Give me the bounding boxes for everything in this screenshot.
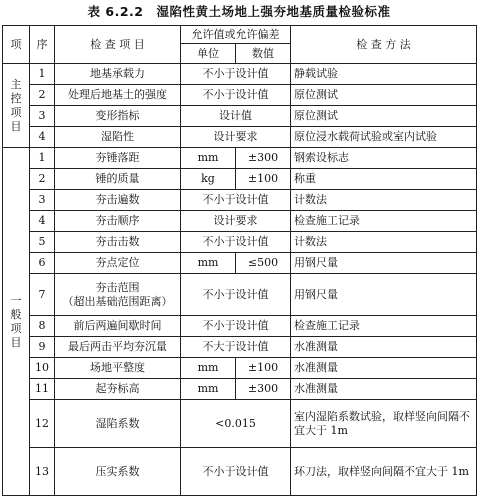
cell-seq: 4 <box>30 211 55 232</box>
cell-allowance: 不小于设计值 <box>181 448 291 496</box>
table-row <box>3 232 477 253</box>
cell-value: ±100 <box>236 169 291 190</box>
table-row <box>3 190 477 211</box>
header-unit: 单位 <box>181 44 236 64</box>
cell-check-item: 夯击遍数 <box>55 190 181 211</box>
cell-check-item: 处理后地基土的强度 <box>55 85 181 106</box>
table-row <box>3 211 477 232</box>
table-row <box>3 448 477 496</box>
group-main-control: 主 控 项 目 <box>3 64 30 148</box>
cell-seq: 2 <box>30 85 55 106</box>
cell-method: 原位测试 <box>291 85 477 106</box>
cell-method: 计数法 <box>291 190 477 211</box>
cell-unit: mm <box>181 148 236 169</box>
header-check-item: 检 查 项 目 <box>55 26 181 64</box>
header-item: 项 <box>3 26 30 64</box>
cell-method: 原位浸水载荷试验或室内试验 <box>291 127 477 148</box>
cell-method: 室内湿陷系数试验，取样竖向间隔不宜大于 1m <box>291 400 477 448</box>
table-row <box>3 274 477 316</box>
cell-check-item: 湿陷系数 <box>55 400 181 448</box>
table-row <box>3 148 477 169</box>
cell-method: 用钢尺量 <box>291 253 477 274</box>
cell-check-item: 地基承载力 <box>55 64 181 85</box>
cell-unit: mm <box>181 358 236 379</box>
cell-seq: 1 <box>30 64 55 85</box>
table-row <box>3 358 477 379</box>
cell-check-item: 夯锤落距 <box>55 148 181 169</box>
cell-method: 称重 <box>291 169 477 190</box>
cell-method: 水准测量 <box>291 337 477 358</box>
cell-seq: 3 <box>30 106 55 127</box>
table-row <box>3 169 477 190</box>
table-row <box>3 106 477 127</box>
table-row <box>3 337 477 358</box>
cell-allowance: 设计要求 <box>181 211 291 232</box>
table-row <box>3 253 477 274</box>
cell-seq: 7 <box>30 274 55 316</box>
table-row <box>3 379 477 400</box>
cell-seq: 10 <box>30 358 55 379</box>
cell-allowance: 不小于设计值 <box>181 274 291 316</box>
cell-method: 环刀法，取样竖向间隔不宜大于 1m <box>291 448 477 496</box>
cell-unit: mm <box>181 379 236 400</box>
cell-check-item: 最后两击平均夯沉量 <box>55 337 181 358</box>
cell-seq: 5 <box>30 232 55 253</box>
table-title: 表 6.2.2 湿陷性黄土场地上强夯地基质量检验标准 <box>87 4 391 19</box>
cell-value: ±100 <box>236 358 291 379</box>
cell-method: 计数法 <box>291 232 477 253</box>
cell-check-item: 湿陷性 <box>55 127 181 148</box>
cell-allowance: 不小于设计值 <box>181 85 291 106</box>
cell-method: 静载试验 <box>291 64 477 85</box>
cell-seq: 13 <box>30 448 55 496</box>
cell-method: 水准测量 <box>291 358 477 379</box>
table-row <box>3 316 477 337</box>
cell-check-item: 夯击顺序 <box>55 211 181 232</box>
cell-seq: 2 <box>30 169 55 190</box>
header-method: 检 查 方 法 <box>291 26 477 64</box>
header-seq: 序 <box>30 26 55 64</box>
header-value: 数值 <box>236 44 291 64</box>
cell-method: 水准测量 <box>291 379 477 400</box>
cell-check-item: 夯击击数 <box>55 232 181 253</box>
cell-method: 用钢尺量 <box>291 274 477 316</box>
cell-allowance: 不小于设计值 <box>181 316 291 337</box>
cell-seq: 3 <box>30 190 55 211</box>
cell-check-item: 起夯标高 <box>55 379 181 400</box>
cell-check-item: 前后两遍间歇时间 <box>55 316 181 337</box>
cell-allowance: <0.015 <box>181 400 291 448</box>
cell-seq: 8 <box>30 316 55 337</box>
cell-allowance: 不小于设计值 <box>181 232 291 253</box>
cell-check-item: 场地平整度 <box>55 358 181 379</box>
table-row <box>3 127 477 148</box>
cell-seq: 4 <box>30 127 55 148</box>
cell-check-item: 变形指标 <box>55 106 181 127</box>
cell-value: ±300 <box>236 148 291 169</box>
cell-allowance: 设计要求 <box>181 127 291 148</box>
quality-inspection-table <box>2 25 477 496</box>
cell-seq: 12 <box>30 400 55 448</box>
cell-unit: kg <box>181 169 236 190</box>
cell-seq: 9 <box>30 337 55 358</box>
table-row <box>3 64 477 85</box>
cell-allowance: 不大于设计值 <box>181 337 291 358</box>
cell-check-item: 锤的质量 <box>55 169 181 190</box>
cell-unit: mm <box>181 253 236 274</box>
cell-allowance: 不小于设计值 <box>181 190 291 211</box>
cell-seq: 11 <box>30 379 55 400</box>
cell-method: 钢索设标志 <box>291 148 477 169</box>
cell-method: 检查施工记录 <box>291 211 477 232</box>
cell-method: 检查施工记录 <box>291 316 477 337</box>
cell-seq: 6 <box>30 253 55 274</box>
cell-allowance: 不小于设计值 <box>181 64 291 85</box>
cell-method: 原位测试 <box>291 106 477 127</box>
table-row <box>3 85 477 106</box>
cell-check-item: 夯点定位 <box>55 253 181 274</box>
cell-value: ±300 <box>236 379 291 400</box>
cell-check-item: 压实系数 <box>55 448 181 496</box>
group-general: 一 般 项 目 <box>3 148 30 496</box>
table-row <box>3 400 477 448</box>
cell-value: ≤500 <box>236 253 291 274</box>
cell-seq: 1 <box>30 148 55 169</box>
cell-check-item: 夯击范围 （超出基础范围距离） <box>55 274 181 316</box>
cell-allowance: 设计值 <box>181 106 291 127</box>
header-allowance: 允许值或允许偏差 <box>181 26 291 44</box>
